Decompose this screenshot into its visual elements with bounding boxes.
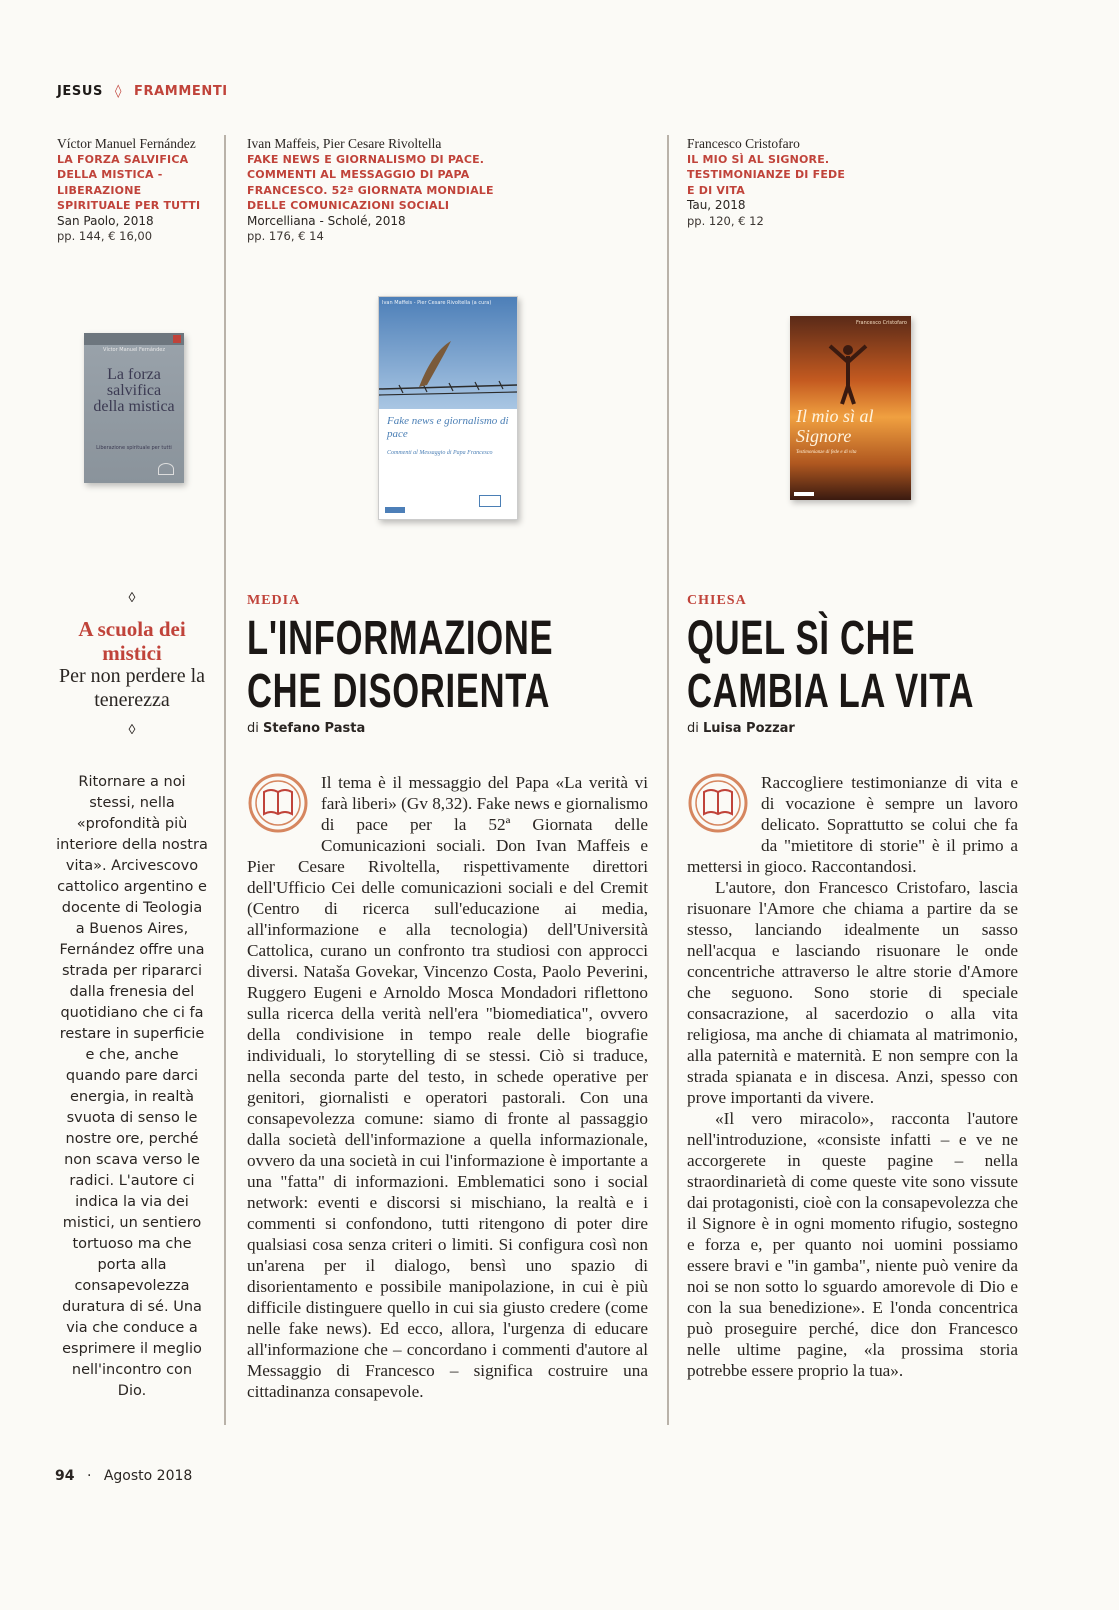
book-seal-icon (247, 772, 309, 834)
sidebar-title: A scuola dei mistici (78, 617, 186, 665)
sidebar-text: Ritornare a noi stessi, nella «profondità più interiore della nostra vita». Arcivescovo cattolico argentino e docente di Teologia a Buenos Aires, Fernández offre una strada per ripararci dalla frenesia del quotidiano che ci fa restare in superficie e che, anche quando pare darci energia, in realtà svuota di senso le nostre ore, perché non scava verso le radici. L'autore ci indica la via dei mistici, un sentiero tortuoso ma che porta alla consapevolezza duratura di sé. Una via che conduce a esprimere il meglio nell'incontro con Dio. (56, 774, 208, 1399)
book-publisher: Tau, 2018 (687, 198, 746, 212)
headline-line: CAMBIA LA VITA (687, 665, 975, 718)
paragraph: Il tema è il messaggio del Papa «La verità vi farà liberi» (Gv 8,32). Fake news e giornalismo di pace per la 52ª Giornata delle Comunicazioni sociali. Don Ivan Maffeis e Pier Cesare Rivoltella, rispettivamente direttori dell'Ufficio Cei delle comunicazioni sociali e del Cremit (Centro di ricerca sull'educazione ai media, all'informazione e alla tecnologia) dell'Università Cattolica, curano un confronto tra studiosi con approcci diversi. Nataša Govekar, Vincenzo Costa, Paolo Peverini, Ruggero Eugeni e Arnoldo Mosca Mondadori riflettono sulla ricerca della verità nell'era "biomediatica", ovvero della condivisione in tempo reale delle biografie individuali, lo storytelling di se stessi. Ciò si traduce, nella seconda parte del testo, in schede operative per genitori, giornalisti e operatori pastorali. Con una consapevolezza comune: siamo di fronte al passaggio dalla società dell'informazione a quella informazionale, ovvero da una società in cui l'informazione è importante a una "fatta" di informazioni. Emblematici sono i social network: eventi e discorsi si mischiano, la realtà e i commenti si confondono, tutti ritengono di poter dire qualsiasi cosa senza criteri o limiti. Si configura così non un'arena per il dialogo, bensì uno spazio di disorientamento e possibile manipolazione, in cui è più difficile distinguere quello in cui sia giusto credere (come nelle fake news). Ed ecco, allora, l'urgenza di educare all'informazione che – concordano i commenti d'autore al Messaggio di Francesco – significa costruire una cittadinanza consapevole. (247, 773, 648, 1401)
book-seal-icon (687, 772, 749, 834)
column-divider (224, 135, 226, 1425)
book-title: LA FORZA SALVIFICA DELLA MISTICA - LIBERAZIONE SPIRITUALE PER TUTTI (57, 152, 201, 212)
article-headline (687, 612, 974, 718)
cover-author: Víctor Manuel Fernández (103, 347, 165, 353)
byline-author: Stefano Pasta (263, 721, 366, 736)
book-pages-price: pp. 176, € 14 (247, 229, 324, 243)
book-title: FAKE NEWS E GIORNALISMO DI PACE. COMMENTI AL MESSAGGIO DI PAPA FRANCESCO. 52ª GIORNATA MONDIALE DELLE COMUNICAZIONI SOCIALI (247, 152, 494, 212)
paragraph: «Il vero miracolo», racconta l'autore nell'introduzione, «consiste infatti – e ve ne accorgerete in queste pagine – nella straordinarietà di come queste vite sono vissute dai protagonisti, cioè con la consapevolezza che il Signore è in ogni momento rifugio, sostegno e forza e, per quanto noi uomini possiamo essere bravi e "in gamba", niente può venire da noi se non sotto lo sguardo amorevole di Dio e con la sua benedizione». E l'onda concentrica può proseguire perché, dice don Francesco nelle ultime pagine, «la prossima storia potrebbe essere proprio la tua». (687, 1109, 1018, 1380)
footer-separator: · (86, 1468, 92, 1484)
cover-author: Ivan Maffeis - Pier Cesare Rivoltella (a cura) (382, 300, 492, 306)
book-pages-price: pp. 120, € 12 (687, 213, 764, 228)
book-publisher: San Paolo, 2018 (57, 213, 154, 228)
book-publisher: Morcelliana - Scholé, 2018 (247, 213, 406, 228)
paragraph: L'autore, don Francesco Cristofaro, lascia risuonare l'Amore che chiama a partire da se stesso, lanciando idealmente un sasso nell'acqua e lasciando risuonare le onde concentriche attraverso le altre storie d'Amore che seguono. Sono storie di speciale consacrazione, al sacerdozio o alla vita religiosa, ma anche di chiamata al matrimonio, alla paternità e maternità. E non sempre con la strada spianata e in discesa. Anzi, spesso con prove importanti da vivere. (687, 878, 1018, 1107)
book-title: IL MIO SÌ AL SIGNORE. TESTIMONIANZE DI FEDE E DI VITA (687, 152, 846, 197)
magazine-name: JESUS (57, 84, 103, 99)
cover-author: Francesco Cristofaro (855, 320, 907, 326)
book-author: Ivan Maffeis, Pier Cesare Rivoltella (247, 136, 442, 151)
sidebar-diamond-icon: ◊ (128, 591, 136, 606)
cover-subtitle: Liberazione spirituale per tutti (96, 445, 172, 451)
page-footer (55, 1468, 192, 1484)
book-author: Francesco Cristofaro (687, 136, 800, 151)
byline-prefix: di (247, 721, 259, 736)
book-cover-image (378, 296, 518, 520)
cover-title: Il mio sì al Signore (796, 406, 874, 446)
sidebar-diamond-icon: ◊ (128, 723, 136, 738)
running-header (57, 84, 228, 99)
book-info (687, 136, 847, 229)
book-cover-image (84, 333, 184, 483)
cover-subtitle: Testimonianze di fede e di vita (796, 450, 857, 455)
cover-subtitle: Commenti al Messaggio di Papa Francesco (387, 450, 493, 456)
book-author: Víctor Manuel Fernández (57, 136, 196, 151)
headline-line: QUEL SÌ CHE (687, 612, 916, 665)
praying-figure-icon (818, 336, 878, 406)
section-name: FRAMMENTI (134, 84, 228, 99)
article-headline (247, 612, 553, 718)
book-pages-price: pp. 144, € 16,00 (57, 229, 153, 243)
book-info (57, 136, 217, 245)
article-byline (247, 721, 365, 736)
article-body (247, 772, 648, 1402)
cover-title: Fake news e giornalismo di pace (387, 415, 509, 440)
byline-prefix: di (687, 721, 699, 736)
page-number: 94 (55, 1468, 75, 1484)
article-body (687, 772, 1018, 1381)
headline-line: L'INFORMAZIONE (247, 612, 554, 665)
paragraph: Raccogliere testimonianze di vita e di vocazione è sempre un lavoro delicato. Soprattutto se colui che fa da "mietitore di storie" è il primo a mettersi in gioco. Raccontandosi. (687, 773, 1018, 876)
book-cover-image (790, 316, 911, 500)
article-kicker: MEDIA (247, 593, 301, 608)
column-divider (667, 135, 669, 1425)
issue-date: Agosto 2018 (103, 1468, 193, 1484)
sidebar-subtitle: Per non perdere la tenerezza (58, 665, 206, 711)
article-kicker: CHIESA (687, 593, 747, 608)
diamond-icon: ◊ (115, 84, 123, 99)
headline-line: CHE DISORIENTA (247, 665, 551, 718)
book-info (247, 136, 507, 245)
byline-author: Luisa Pozzar (703, 721, 795, 736)
barbed-wire-icon (379, 337, 517, 407)
cover-title: La forza salvifica della mistica (93, 366, 175, 415)
article-byline (687, 721, 795, 736)
